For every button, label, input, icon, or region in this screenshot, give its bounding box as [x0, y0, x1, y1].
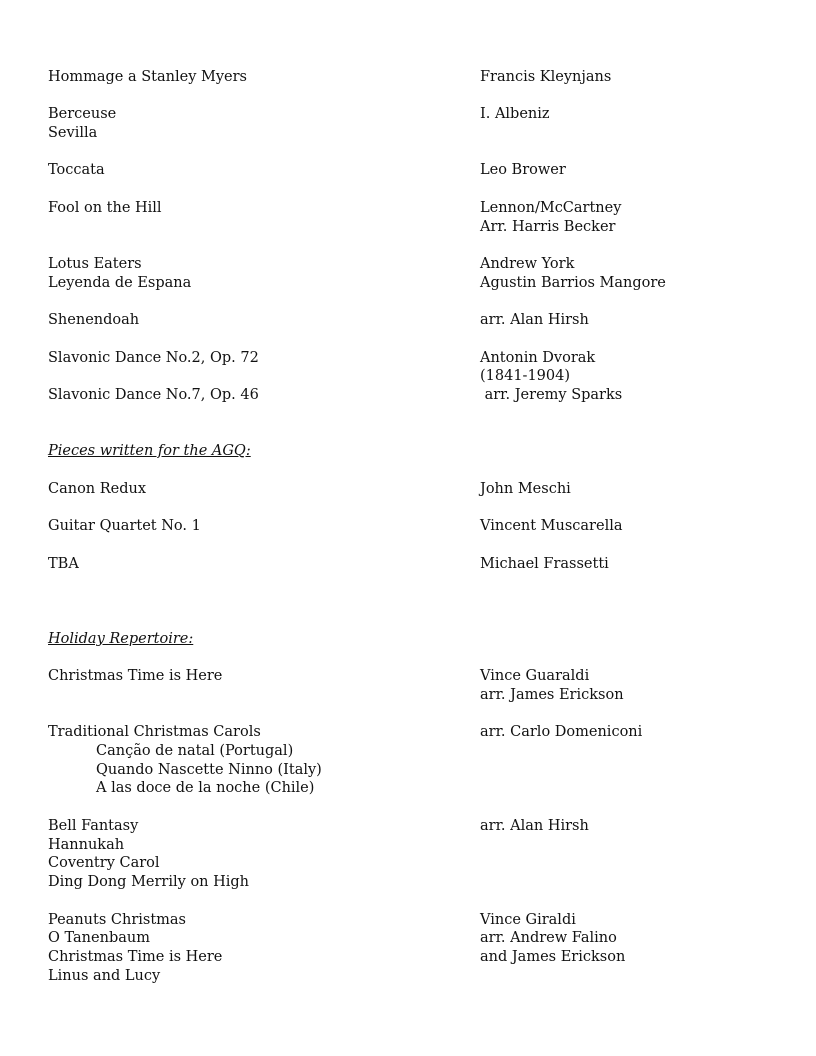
repertoire-row — [48, 124, 788, 143]
piece-composer: Michael Frassetti — [480, 556, 609, 572]
piece-composer: arr. Alan Hirsh — [480, 818, 589, 834]
agq-row — [48, 480, 788, 499]
holiday-row — [48, 854, 788, 873]
repertoire-row — [48, 386, 788, 405]
agq-row — [48, 555, 788, 574]
piece-title: Sevilla — [48, 125, 98, 141]
holiday-section-heading-row — [48, 630, 788, 649]
repertoire-row — [48, 274, 788, 293]
holiday-row — [48, 742, 788, 761]
holiday-row — [48, 686, 788, 705]
holiday-section-heading: Holiday Repertoire: — [48, 631, 194, 647]
repertoire-row — [48, 161, 788, 180]
piece-composer: John Meschi — [480, 481, 571, 497]
piece-title: Peanuts Christmas — [48, 912, 186, 928]
piece-title: Fool on the Hill — [48, 200, 162, 216]
piece-composer: Agustin Barrios Mangore — [480, 275, 666, 291]
piece-composer: I. Albeniz — [480, 106, 550, 122]
piece-title: Berceuse — [48, 106, 117, 122]
piece-title: Traditional Christmas Carols — [48, 724, 261, 740]
piece-title: TBA — [48, 556, 79, 572]
piece-composer: Vince Guaraldi — [480, 668, 590, 684]
piece-composer: Vince Giraldi — [480, 912, 576, 928]
piece-composer: Lennon/McCartney — [480, 200, 622, 216]
piece-title: Coventry Carol — [48, 855, 160, 871]
piece-composer: arr. Alan Hirsh — [480, 312, 589, 328]
agq-section-heading-row — [48, 442, 788, 461]
piece-title: Toccata — [48, 162, 105, 178]
piece-title: Slavonic Dance No.2, Op. 72 — [48, 350, 259, 366]
holiday-row — [48, 929, 788, 948]
holiday-row — [48, 836, 788, 855]
repertoire-row — [48, 105, 788, 124]
agq-section-heading: Pieces written for the AGQ: — [48, 443, 251, 459]
piece-title: Slavonic Dance No.7, Op. 46 — [48, 387, 259, 403]
holiday-row — [48, 723, 788, 742]
piece-composer: Francis Kleynjans — [480, 69, 612, 85]
repertoire-row — [48, 255, 788, 274]
piece-title: Hannukah — [48, 837, 125, 853]
piece-composer: arr. Jeremy Sparks — [480, 387, 623, 403]
repertoire-row — [48, 349, 788, 368]
repertoire-row — [48, 311, 788, 330]
piece-composer: arr. Carlo Domeniconi — [480, 724, 643, 740]
piece-composer: Antonin Dvorak — [480, 350, 596, 366]
piece-title: Hommage a Stanley Myers — [48, 69, 247, 85]
piece-title: Christmas Time is Here — [48, 668, 223, 684]
holiday-row — [48, 817, 788, 836]
piece-title: Ding Dong Merrily on High — [48, 874, 250, 890]
piece-composer: Leo Brower — [480, 162, 566, 178]
piece-title: Lotus Eaters — [48, 256, 142, 272]
piece-composer: and James Erickson — [480, 949, 626, 965]
piece-title: Bell Fantasy — [48, 818, 139, 834]
piece-title: Canon Redux — [48, 481, 147, 497]
repertoire-row — [48, 218, 788, 237]
repertoire-row — [48, 199, 788, 218]
piece-composer: (1841-1904) — [480, 368, 571, 384]
piece-title: Leyenda de Espana — [48, 275, 192, 291]
carol-title: Quando Nascette Ninno (Italy) — [96, 762, 322, 778]
repertoire-row — [48, 68, 788, 87]
holiday-row — [48, 911, 788, 930]
piece-title: Guitar Quartet No. 1 — [48, 518, 201, 534]
piece-composer: Andrew York — [480, 256, 575, 272]
holiday-row — [48, 779, 788, 798]
agq-row — [48, 517, 788, 536]
piece-title: O Tanenbaum — [48, 930, 150, 946]
holiday-row — [48, 967, 788, 986]
piece-composer: Arr. Harris Becker — [480, 219, 616, 235]
piece-title: Shenendoah — [48, 312, 140, 328]
repertoire-row — [48, 367, 788, 386]
piece-composer: Vincent Muscarella — [480, 518, 623, 534]
holiday-row — [48, 667, 788, 686]
holiday-row — [48, 761, 788, 780]
piece-composer: arr. James Erickson — [480, 687, 624, 703]
carol-title: A las doce de la noche (Chile) — [96, 780, 315, 796]
piece-title: Linus and Lucy — [48, 968, 161, 984]
piece-title: Christmas Time is Here — [48, 949, 223, 965]
holiday-row — [48, 948, 788, 967]
piece-composer: arr. Andrew Falino — [480, 930, 617, 946]
carol-title: Canção de natal (Portugal) — [96, 743, 294, 759]
holiday-row — [48, 873, 788, 892]
